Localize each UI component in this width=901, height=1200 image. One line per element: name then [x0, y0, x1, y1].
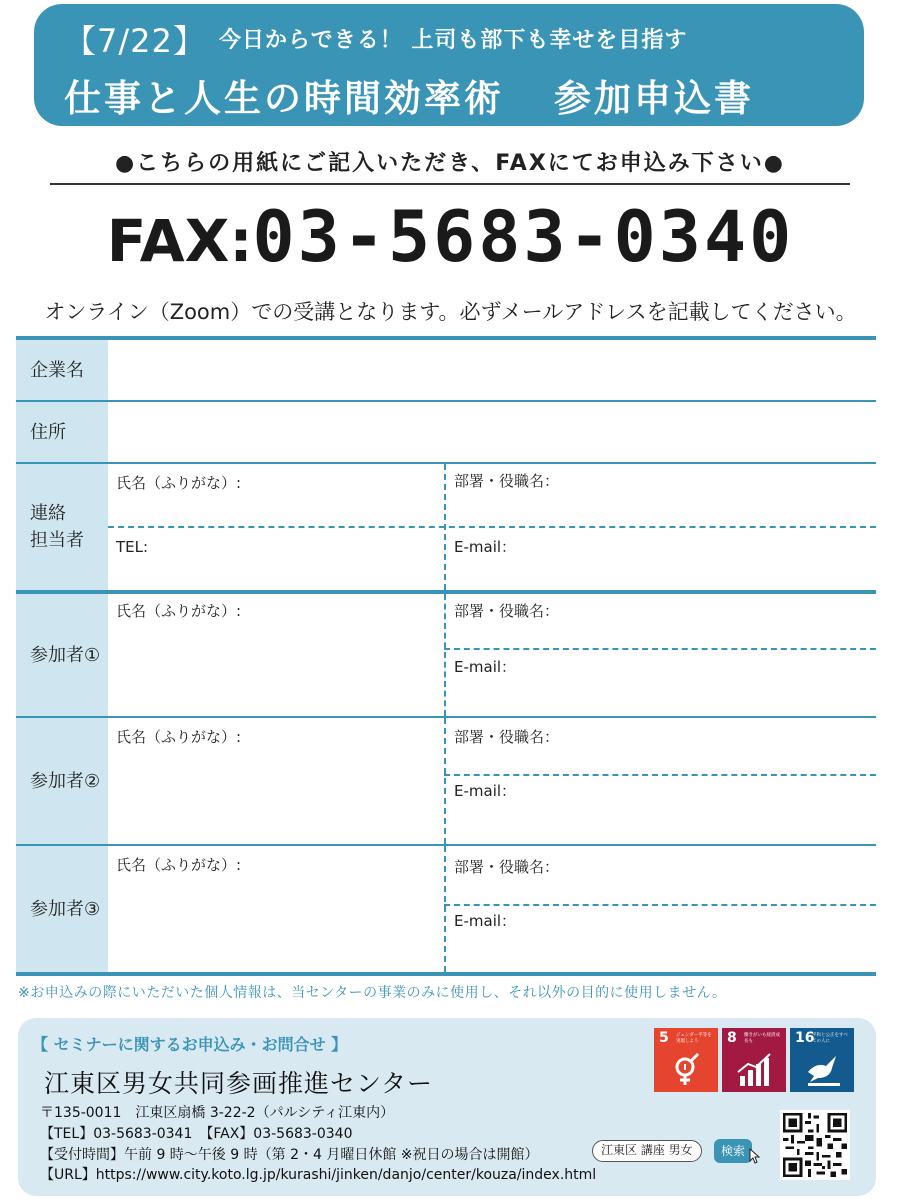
- search-keyword-box: 江東区 講座 男女: [592, 1140, 702, 1162]
- contact-name-field[interactable]: 氏名（ふりがな）:: [116, 474, 242, 492]
- participant-3-name-field[interactable]: 氏名（ふりがな）:: [116, 856, 242, 874]
- gender-icon: [668, 1052, 704, 1088]
- dove-icon: [804, 1052, 844, 1088]
- online-note: オンライン（Zoom）での受講となります。必ずメールアドレスを記載してください。: [44, 300, 857, 324]
- fax-number-display: [0, 196, 901, 278]
- participant-2-dept-field[interactable]: 部署・役職名：: [454, 728, 560, 746]
- participant-2-name-field[interactable]: 氏名（ふりがな）:: [116, 728, 242, 746]
- search-button: 検索: [714, 1139, 752, 1163]
- organization-name: 江東区男女共同参画推進センター: [44, 1069, 434, 1098]
- sdg-5-badge: 5 ジェンダー平等を実現しよう: [654, 1028, 718, 1092]
- contact-footer: [18, 1018, 876, 1196]
- participant-3-email-field[interactable]: E-mail：: [454, 912, 517, 930]
- participant-1-row: [16, 594, 876, 718]
- company-label: 企業名: [16, 340, 108, 400]
- contact-label-line2: 担当者: [30, 530, 84, 551]
- growth-chart-icon: [736, 1052, 776, 1088]
- company-field[interactable]: [108, 340, 876, 400]
- participant-2-row: [16, 718, 876, 846]
- company-row: [16, 340, 876, 402]
- privacy-note: ※お申込みの際にいただいた個人情報は、当センターの事業のみに使用し、それ以外の目的に使用しません。: [18, 985, 727, 1001]
- participant-2-email-field[interactable]: E-mail：: [454, 782, 517, 800]
- contact-fields: [108, 464, 876, 590]
- contact-label-line1: 連絡: [30, 503, 66, 524]
- header-banner: [34, 4, 864, 126]
- divider: [50, 183, 850, 185]
- banner-line1: [64, 16, 687, 62]
- contact-email-field[interactable]: E-mail：: [454, 538, 517, 556]
- url-line[interactable]: 【URL】https://www.city.koto.lg.jp/kurashi/jinken/danjo/center/kouza/index.html: [40, 1167, 597, 1183]
- contact-row: [16, 464, 876, 594]
- fax-number: 03-5683-0340: [252, 196, 795, 278]
- postal-address: 〒135-0011 江東区扇橋 3-22-2（パルシティ江東内）: [40, 1105, 395, 1121]
- contact-label: [16, 464, 108, 590]
- seminar-subtitle: 今日からできる！ 上司も部下も幸せを目指す: [218, 28, 688, 53]
- pointer-cursor-icon: [748, 1148, 762, 1164]
- contact-heading: 【 セミナーに関するお申込み・お問合せ 】: [32, 1035, 348, 1054]
- participant-1-email-field[interactable]: E-mail：: [454, 658, 517, 676]
- participant-1-name-field[interactable]: 氏名（ふりがな）:: [116, 602, 242, 620]
- address-row: [16, 402, 876, 464]
- seminar-title: 仕事と人生の時間効率術: [64, 77, 504, 120]
- address-field[interactable]: [108, 402, 876, 462]
- participant-1-label: 参加者①: [16, 594, 108, 716]
- qr-code: [780, 1110, 850, 1180]
- application-form: [16, 336, 876, 976]
- participant-1-dept-field[interactable]: 部署・役職名：: [454, 602, 560, 620]
- seminar-date: 【7/22】: [64, 22, 206, 60]
- participant-2-label: 参加者②: [16, 718, 108, 844]
- instruction-text: ●こちらの用紙にご記入いただき、FAXにてお申込み下さい●: [114, 151, 785, 176]
- participant-3-label: 参加者③: [16, 846, 108, 972]
- participant-3-dept-field[interactable]: 部署・役職名：: [454, 858, 560, 876]
- address-label: 住所: [16, 402, 108, 462]
- participant-3-row: [16, 846, 876, 976]
- form-title: 参加申込書: [554, 77, 754, 120]
- contact-tel-field[interactable]: TEL:: [116, 538, 149, 556]
- tel-fax-line: 【TEL】03-5683-0341 【FAX】03-5683-0340: [40, 1126, 353, 1142]
- fax-label: FAX:: [106, 207, 253, 275]
- sdg-8-badge: 8 働きがいも経済成長も: [722, 1028, 786, 1092]
- hours-line: 【受付時間】午前 9 時〜午後 9 時（第 2・4 月曜日休館 ※祝日の場合は開館）: [40, 1147, 539, 1163]
- banner-title: [64, 68, 754, 122]
- sdg-16-badge: 16 平和と公正をすべての人に: [790, 1028, 854, 1092]
- contact-dept-field[interactable]: 部署・役職名：: [454, 472, 560, 490]
